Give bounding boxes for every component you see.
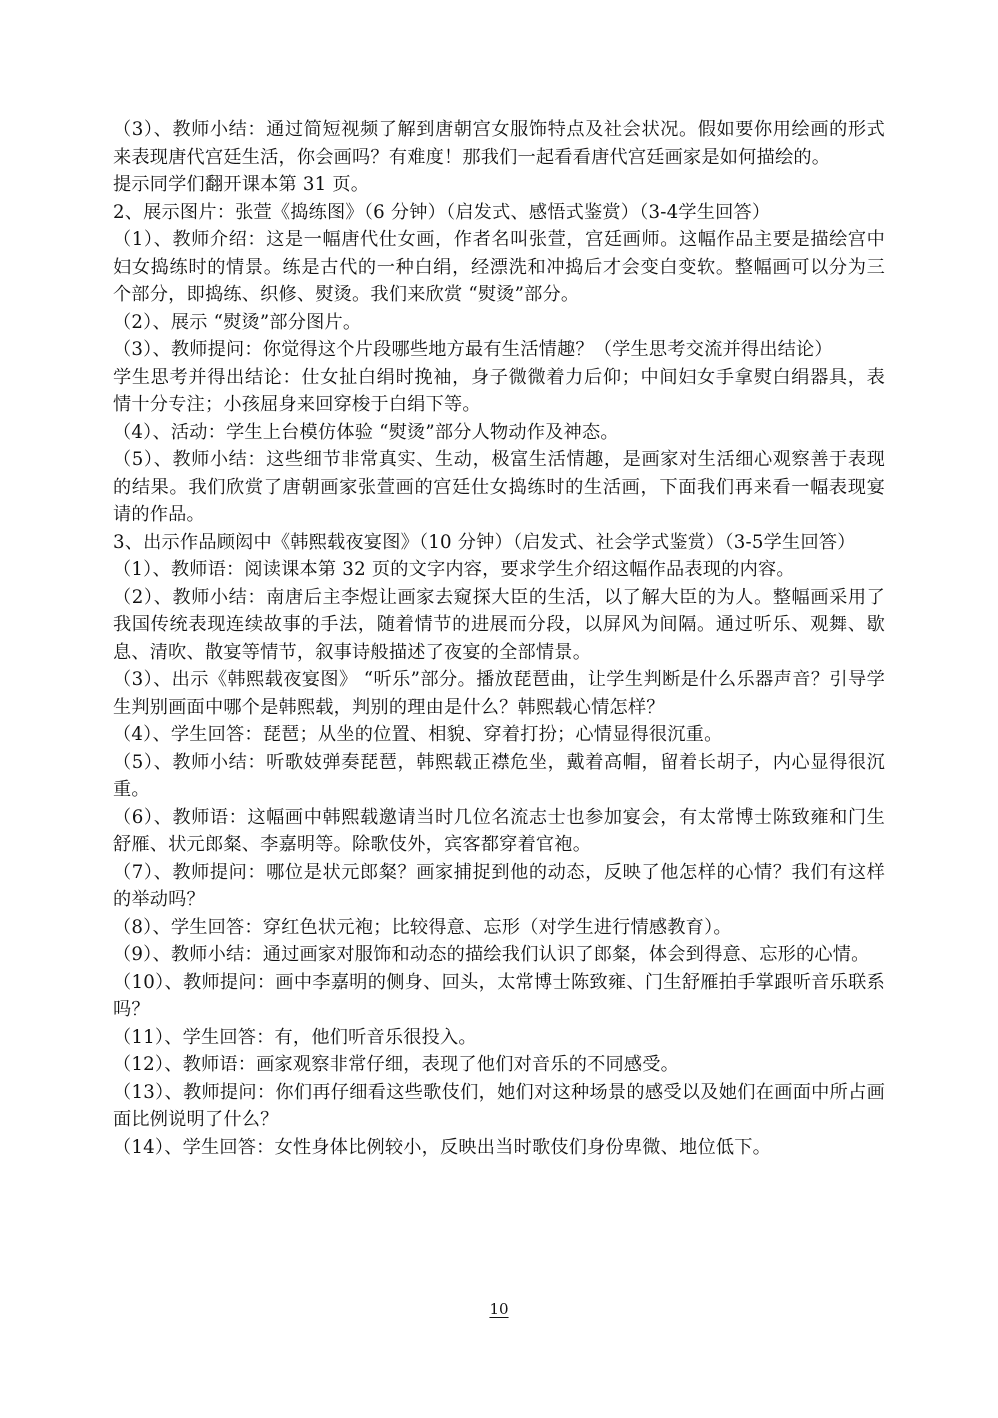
paragraph: （8）、学生回答：穿红色状元袍；比较得意、忘形（对学生进行情感教育）。 <box>113 916 732 938</box>
paragraph: （3）、出示《韩熙载夜宴图》 “听乐”部分。播放琵琶曲，让学生判断是什么乐器声音？引导学生判别画面中哪个是韩熙载，判别的理由是什么？韩熙载心情怎样？ <box>113 669 885 718</box>
document-body <box>113 116 885 1161</box>
paragraph: （5）、教师小结：听歌妓弹奏琵琶，韩熙载正襟危坐，戴着高帽，留着长胡子，内心显得很沉重。 <box>113 751 885 800</box>
paragraph: （5）、教师小结：这些细节非常真实、生动，极富生活情趣，是画家对生活细心观察善于表现的结果。我们欣赏了唐朝画家张萱画的宫廷仕女捣练时的生活画，下面我们再来看一幅表现宴请的作品。 <box>113 449 885 525</box>
section-heading: 2、展示图片：张萱《捣练图》（6 分钟）（启发式、感悟式鉴赏）（3-4学生回答） <box>113 201 771 223</box>
paragraph: （4）、学生回答：琵琶；从坐的位置、相貌、穿着打扮；心情显得很沉重。 <box>113 724 723 745</box>
paragraph: （2）、教师小结：南唐后主李煜让画家去窥探大臣的生活，以了解大臣的为人。整幅画采用了我国传统表现连续故事的手法，随着情节的进展而分段，以屏风为间隔。通过听乐、观舞、歇息、清吹、散宴等情节，叙事诗般描述了夜宴的全部情景。 <box>113 586 885 663</box>
paragraph: （3）、教师提问：你觉得这个片段哪些地方最有生活情趣？（学生思考交流并得出结论） <box>113 339 833 360</box>
paragraph: （3）、教师小结：通过简短视频了解到唐朝宫女服饰特点及社会状况。假如要你用绘画的形式来表现唐代宫廷生活，你会画吗？有难度！那我们一起看看唐代宫廷画家是如何描绘的。 <box>113 119 885 168</box>
paragraph: 学生思考并得出结论：仕女扯白绢时挽袖，身子微微着力后仰；中间妇女手拿熨白绢器具，表情十分专注；小孩屈身来回穿梭于白绢下等。 <box>113 366 885 415</box>
paragraph: （4）、活动：学生上台模仿体验 “熨烫”部分人物动作及神态。 <box>113 421 619 443</box>
paragraph: （1）、教师介绍：这是一幅唐代仕女画，作者名叫张萱，宫廷画师。这幅作品主要是描绘宫中妇女捣练时的情景。练是古代的一种白绢，经漂洗和冲捣后才会变白变软。整幅画可以分为三个部分，即捣练、织修、熨烫。我们来欣赏 “熨烫”部分。 <box>113 229 885 305</box>
paragraph: （13）、教师提问：你们再仔细看这些歌伎们，她们对这种场景的感受以及她们在画面中所占画面比例说明了什么？ <box>113 1081 885 1130</box>
paragraph: （6）、教师语：这幅画中韩熙载邀请当时几位名流志士也参加宴会，有太常博士陈致雍和门生舒雁、状元郎粲、李嘉明等。除歌伎外，宾客都穿着官袍。 <box>113 806 885 855</box>
paragraph: 提示同学们翻开课本第 31 页。 <box>113 174 370 195</box>
paragraph: （1）、教师语：阅读课本第 32 页的文字内容，要求学生介绍这幅作品表现的内容。 <box>113 559 795 580</box>
paragraph: （9）、教师小结：通过画家对服饰和动态的描绘我们认识了郎粲，体会到得意、忘形的心情。 <box>113 944 870 965</box>
paragraph: （12）、教师语：画家观察非常仔细，表现了他们对音乐的不同感受。 <box>113 1054 680 1075</box>
page-number-footer <box>0 1300 998 1318</box>
paragraph: （7）、教师提问：哪位是状元郎粲？画家捕捉到他的动态，反映了他怎样的心情？我们有这样的举动吗？ <box>113 861 885 910</box>
paragraph: （11）、学生回答：有，他们听音乐很投入。 <box>113 1026 477 1048</box>
paragraph: （14）、学生回答：女性身体比例较小，反映出当时歌伎们身份卑微、地位低下。 <box>113 1136 772 1158</box>
paragraph: （2）、展示 “熨烫”部分图片。 <box>113 311 362 333</box>
section-heading: 3、出示作品顾闳中《韩熙载夜宴图》（10 分钟）（启发式、社会学式鉴赏）（3-5学生回答） <box>113 531 856 553</box>
page-number: 10 <box>489 1300 509 1318</box>
paragraph: （10）、教师提问：画中李嘉明的侧身、回头，太常博士陈致雍、门生舒雁拍手掌跟听音乐联系吗？ <box>113 971 885 1020</box>
